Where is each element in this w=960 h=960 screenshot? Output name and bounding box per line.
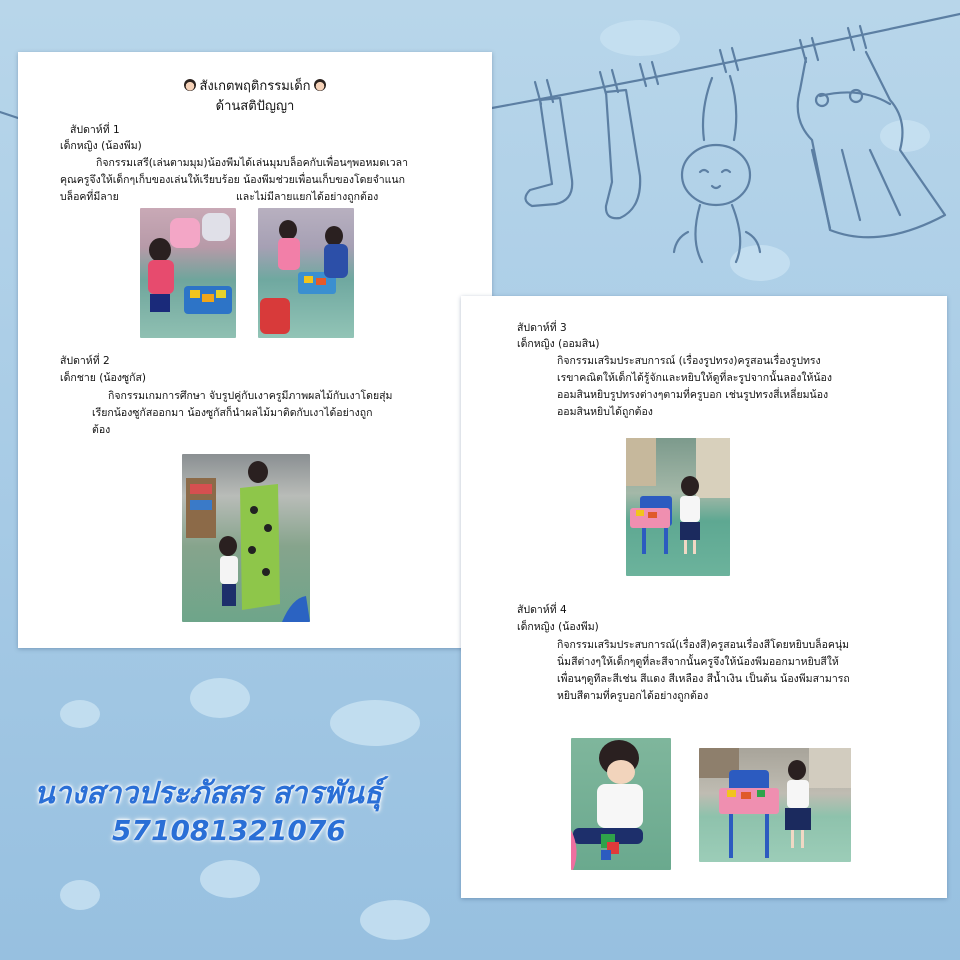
- week1-line: บล็อคที่มีลาย: [60, 191, 119, 203]
- week4-child: เด็กหญิง (น้องพีม): [517, 621, 599, 633]
- week3-photo-shapes: [626, 438, 730, 576]
- week4-line: หยิบสีตามที่ครูบอกได้อย่างถูกต้อง: [557, 690, 709, 702]
- page-subtitle: ด้านสติปัญญา: [215, 99, 295, 114]
- student-id: 571081321076: [112, 814, 346, 847]
- week1-line: กิจกรรมเสรี(เล่นตามมุม)น้องพีมได้เล่นมุมบล็อคกับเพื่อนๆพอหมดเวลา: [96, 157, 408, 169]
- week4-heading: สัปดาห์ที่ 4: [517, 604, 567, 616]
- observation-page-left: [18, 52, 492, 648]
- week3-child: เด็กหญิง (ออมสิน): [517, 338, 600, 350]
- background-cloud: [360, 900, 430, 940]
- week3-line: ออมสินหยิบได้ถูกต้อง: [557, 406, 653, 418]
- girl-emoji-icon: [314, 79, 326, 91]
- week2-line: ต้อง: [92, 424, 111, 436]
- week3-line: กิจกรรมเสริมประสบการณ์ (เรื่องรูปทรง)ครูสอนเรื่องรูปทรง: [557, 355, 821, 367]
- week2-line: เรียกน้องซูกัสออกมา น้องซูกัสก็นำผลไม้มาติดกับเงาได้อย่างถูก: [92, 407, 373, 419]
- page-title-text: สังเกตพฤติกรรมเด็ก: [199, 79, 311, 94]
- week1-photo-sorting: [258, 208, 354, 338]
- week1-line: คุณครูจึงให้เด็กๆเก็บของเล่นให้เรียบร้อย น้องพีมช่วยเพื่อนเก็บของโดยจำแนก: [60, 174, 405, 186]
- girl-emoji-icon: [184, 79, 196, 91]
- week2-photo-fruit-shadow: [182, 454, 310, 622]
- page-title: [18, 78, 492, 96]
- background-cloud: [190, 678, 250, 718]
- week2-heading: สัปดาห์ที่ 2: [60, 355, 110, 367]
- week4-line: นิ่มสีต่างๆให้เด็กๆดูที่ละสีจากนั้นครูจึงให้น้องพีมออกมาหยิบสีให้: [557, 656, 839, 668]
- week1-photo-blocks: [140, 208, 236, 338]
- week2-child: เด็กชาย (น้องซูกัส): [60, 372, 146, 384]
- background-cloud: [60, 700, 100, 728]
- week4-line: เพื่อนๆดูทีละสีเช่น สีแดง สีเหลือง สีน้ำเงิน เป็นต้น น้องพีมสามารถ: [557, 673, 850, 685]
- week1-heading: สัปดาห์ที่ 1: [70, 124, 120, 136]
- week1-child: เด็กหญิง (น้องพีม): [60, 140, 142, 152]
- background-cloud: [330, 700, 420, 746]
- week3-heading: สัปดาห์ที่ 3: [517, 322, 567, 334]
- week3-line: ออมสินหยิบรูปทรงต่างๆตามที่ครูบอก เช่นรูปทรงสี่เหลี่ยมน้อง: [557, 389, 829, 401]
- background-cloud: [60, 880, 100, 910]
- week1-line: และไม่มีลายแยกได้อย่างถูกต้อง: [236, 191, 379, 203]
- week4-line: กิจกรรมเสริมประสบการณ์(เรื่องสี)ครูสอนเรื่องสีโดยหยิบบล็อคนุ่ม: [557, 639, 850, 651]
- week4-photo-basket: [699, 748, 851, 862]
- student-name: นางสาวประภัสสร สารพันธุ์: [34, 776, 383, 811]
- week2-line: กิจกรรมเกมการศึกษา จับรูปคู่กับเงาครูมีภาพผลไม้กับเงาโดยสุ่ม: [108, 390, 393, 402]
- background-cloud: [200, 860, 260, 898]
- week3-line: เรขาคณิตให้เด็กได้รู้จักและหยิบให้ดูที่ละรูปจากนั้นลองให้น้อง: [557, 372, 832, 384]
- observation-page-right: [461, 296, 947, 898]
- week4-photo-color-blocks: [571, 738, 671, 870]
